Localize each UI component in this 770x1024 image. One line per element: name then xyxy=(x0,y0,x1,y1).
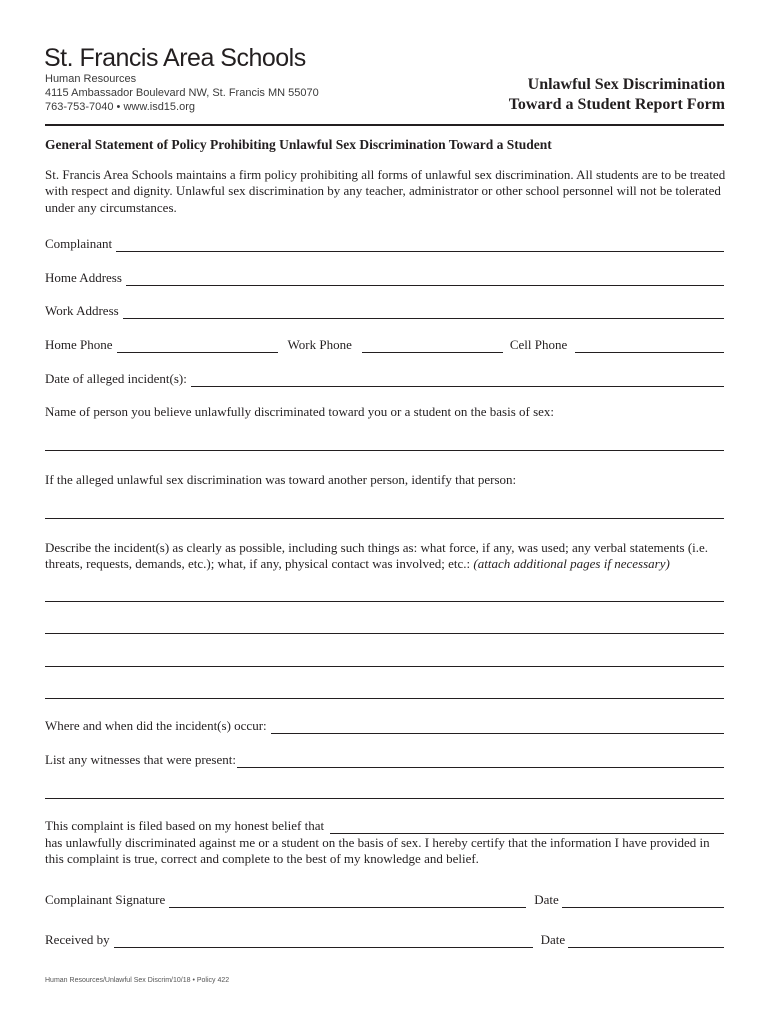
address: 4115 Ambassador Boulevard NW, St. Francis MN 55070 xyxy=(45,87,319,99)
witnesses-label: List any witnesses that were present: xyxy=(45,752,236,767)
describe-line-4[interactable] xyxy=(45,698,724,699)
complainant-field[interactable] xyxy=(116,240,724,252)
home-address-row xyxy=(45,270,724,286)
received-row xyxy=(45,932,724,948)
where-when-row xyxy=(45,718,724,734)
describe-line-1[interactable] xyxy=(45,601,724,602)
cell-phone-field[interactable] xyxy=(575,341,724,353)
phone-row xyxy=(45,337,724,353)
home-address-field[interactable] xyxy=(126,274,724,286)
witnesses-field[interactable] xyxy=(237,756,724,768)
describe-text: Describe the incident(s) as clearly as possible, including such things as: what force, if any, was used; any verbal statements (i.e. threats, requests, demands, etc.); what, if any, physical contact was involved; etc.: xyxy=(45,540,709,572)
received-by-label: Received by xyxy=(45,932,110,947)
where-when-field[interactable] xyxy=(271,722,724,734)
org-name: St. Francis Area Schools xyxy=(44,44,306,72)
footer: Human Resources/Unlawful Sex Discrim/10/18 • Policy 422 xyxy=(45,977,230,984)
work-phone-label: Work Phone xyxy=(287,337,352,352)
signature-field[interactable] xyxy=(169,896,526,908)
another-person-question: If the alleged unlawful sex discrimination was toward another person, identify that person: xyxy=(45,472,517,487)
department: Human Resources xyxy=(45,73,137,85)
describe-line-3[interactable] xyxy=(45,666,724,667)
work-address-field[interactable] xyxy=(123,307,724,319)
form-title-line1: Unlawful Sex Discrimination xyxy=(527,76,725,93)
form-title-line2: Toward a Student Report Form xyxy=(508,96,725,113)
home-phone-field[interactable] xyxy=(117,341,278,353)
cell-phone-label: Cell Phone xyxy=(509,337,568,352)
date-incident-label: Date of alleged incident(s): xyxy=(45,371,187,386)
complainant-row xyxy=(45,236,724,252)
where-when-label: Where and when did the incident(s) occur: xyxy=(45,718,267,733)
received-by-field[interactable] xyxy=(114,936,533,948)
belief-start-label: This complaint is filed based on my honest belief that xyxy=(45,818,325,833)
date-incident-field[interactable] xyxy=(191,375,724,387)
form-title xyxy=(509,75,725,115)
belief-certification: has unlawfully discriminated against me or a student on the basis of sex. I hereby certify that the information I have provided in this complaint is true, correct and complete to the best of my knowledge and belief. xyxy=(45,835,710,867)
date-label-2: Date xyxy=(540,932,566,947)
date-field-2[interactable] xyxy=(568,936,724,948)
describe-note: (attach additional pages if necessary) xyxy=(473,556,670,572)
signature-row xyxy=(45,892,724,908)
name-person-field[interactable] xyxy=(45,450,724,451)
home-address-label: Home Address xyxy=(45,270,122,285)
describe-question xyxy=(45,540,735,573)
another-person-field[interactable] xyxy=(45,518,724,519)
date-field-1[interactable] xyxy=(562,896,724,908)
complainant-label: Complainant xyxy=(45,236,113,251)
belief-row xyxy=(45,818,724,834)
header-divider xyxy=(45,124,724,126)
witnesses-line-2[interactable] xyxy=(45,798,724,799)
describe-line-2[interactable] xyxy=(45,633,724,634)
policy-text: St. Francis Area Schools maintains a firm policy prohibiting all forms of unlawful sex discrimination. All students are to be treated with respect and dignity. Unlawful sex discrimination by any teacher, administrator or other school personnel will not be tolerated under any circumstances. xyxy=(45,167,726,215)
date-incident-row xyxy=(45,371,724,387)
work-address-row xyxy=(45,303,724,319)
work-phone-field[interactable] xyxy=(362,341,503,353)
witnesses-row xyxy=(45,752,724,768)
work-address-label: Work Address xyxy=(45,303,119,318)
contact-info: 763-753-7040 • www.isd15.org xyxy=(45,101,195,113)
signature-label: Complainant Signature xyxy=(45,892,166,907)
home-phone-label: Home Phone xyxy=(45,337,113,352)
date-label-1: Date xyxy=(534,892,559,907)
name-person-question: Name of person you believe unlawfully discriminated toward you or a student on the basis of sex: xyxy=(45,404,555,419)
policy-heading: General Statement of Policy Prohibiting Unlawful Sex Discrimination Toward a Student xyxy=(45,137,552,152)
belief-person-field[interactable] xyxy=(330,822,724,834)
